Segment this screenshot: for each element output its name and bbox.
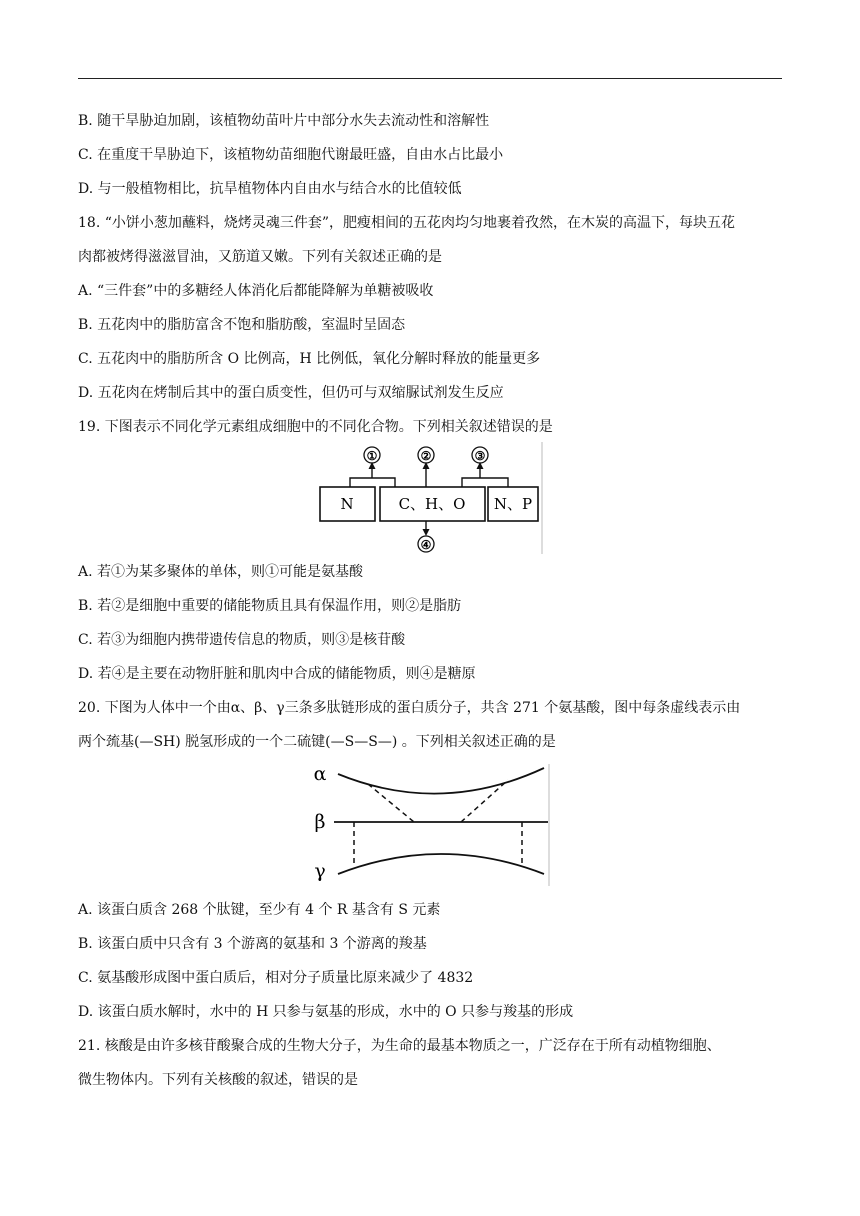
- q18-stem-line2: 肉都被烤得滋滋冒油，又筋道又嫩。下列有关叙述正确的是: [78, 249, 442, 265]
- q19-element-diagram: [310, 440, 550, 556]
- label-gamma: γ: [314, 860, 326, 882]
- arrow-4-head: [423, 529, 430, 536]
- mark-1: ①: [366, 449, 378, 463]
- mark-4: ④: [420, 538, 432, 552]
- q19-option-c[interactable]: C. 若③为细胞内携带遗传信息的物质，则③是核苷酸: [78, 632, 406, 648]
- q20-option-d[interactable]: D. 该蛋白质水解时，水中的 H 只参与氨基的形成，水中的 O 只参与羧基的形成: [78, 1004, 574, 1020]
- q19-option-a[interactable]: A. 若①为某多聚体的单体，则①可能是氨基酸: [78, 564, 364, 580]
- box-np-label: N、P: [493, 495, 533, 513]
- connector-3: [462, 478, 508, 487]
- mark-2: ②: [420, 449, 432, 463]
- q20-option-a[interactable]: A. 该蛋白质含 268 个肽键，至少有 4 个 R 基含有 S 元素: [78, 902, 441, 918]
- gamma-chain: [338, 854, 544, 874]
- box-cho-label: C、H、O: [398, 495, 466, 513]
- label-alpha: α: [313, 763, 327, 785]
- mark-3: ③: [474, 449, 486, 463]
- q19-option-d[interactable]: D. 若④是主要在动物肝脏和肌肉中合成的储能物质，则④是糖原: [78, 666, 476, 682]
- q20-stem-line2: 两个巯基(—SH) 脱氢形成的一个二硫键(—S—S—) 。下列相关叙述正确的是: [78, 734, 556, 750]
- q17-option-d[interactable]: D. 与一般植物相比，抗旱植物体内自由水与结合水的比值较低: [78, 181, 462, 197]
- q20-stem-line1: 20. 下图为人体中一个由α、β、γ三条多肽链形成的蛋白质分子，共含 271 个氨基酸，图中每条虚线表示由: [78, 700, 741, 716]
- header-rule: [78, 78, 782, 79]
- disulfide-bond-2: [461, 780, 508, 822]
- q20-option-b[interactable]: B. 该蛋白质中只含有 3 个游离的氨基和 3 个游离的羧基: [78, 936, 427, 952]
- q21-stem-line2: 微生物体内。下列有关核酸的叙述，错误的是: [78, 1072, 358, 1088]
- q20-protein-diagram: [306, 762, 556, 890]
- q17-option-c[interactable]: C. 在重度干旱胁迫下，该植物幼苗细胞代谢最旺盛，自由水占比最小: [78, 147, 504, 163]
- q18-option-d[interactable]: D. 五花肉在烤制后其中的蛋白质变性，但仍可与双缩脲试剂发生反应: [78, 385, 504, 401]
- q20-option-c[interactable]: C. 氨基酸形成图中蛋白质后，相对分子质量比原来减少了 4832: [78, 970, 474, 986]
- box-n-label: N: [340, 495, 354, 513]
- label-beta: β: [314, 811, 326, 833]
- q17-option-b[interactable]: B. 随干旱胁迫加剧，该植物幼苗叶片中部分水失去流动性和溶解性: [78, 113, 490, 129]
- q19-stem: 19. 下图表示不同化学元素组成细胞中的不同化合物。下列相关叙述错误的是: [78, 419, 553, 435]
- q18-option-c[interactable]: C. 五花肉中的脂肪所含 O 比例高，H 比例低，氧化分解时释放的能量更多: [78, 351, 541, 367]
- q21-stem-line1: 21. 核酸是由许多核苷酸聚合成的生物大分子，为生命的最基本物质之一，广泛存在于所有动植物细胞、: [78, 1038, 721, 1054]
- q18-stem-line1: 18. “小饼小葱加蘸料，烧烤灵魂三件套”，肥瘦相间的五花肉均匀地裹着孜然，在木炭的高温下，每块五花: [78, 215, 736, 231]
- q18-option-b[interactable]: B. 五花肉中的脂肪富含不饱和脂肪酸，室温时呈固态: [78, 317, 406, 333]
- q19-option-b[interactable]: B. 若②是细胞中重要的储能物质且具有保温作用，则②是脂肪: [78, 598, 462, 614]
- alpha-chain: [338, 768, 544, 794]
- connector-1: [350, 478, 395, 487]
- q18-option-a[interactable]: A. “三件套”中的多糖经人体消化后都能降解为单糖被吸收: [78, 283, 434, 299]
